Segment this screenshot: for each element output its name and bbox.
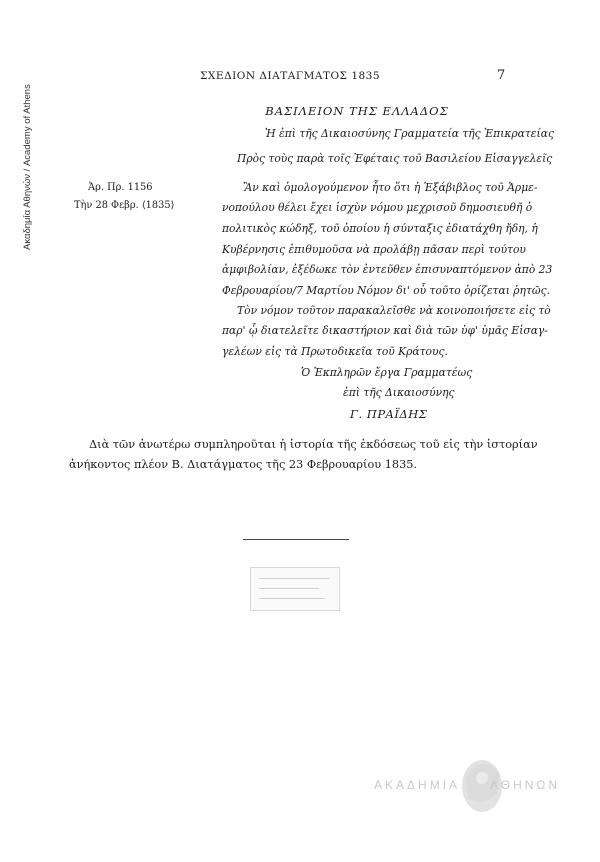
side-credit: Ακαδημία Αθηνών / Academy of Athens <box>22 84 33 250</box>
paragraph-1-line: ἀμφιβολίαν, ἐξέδωκε τὸν ἐντεῦθεν ἐπισυναπτόμενον ἀπὸ 23 <box>222 263 553 276</box>
signature-name: Γ. ΠΡΑΪΔΗΣ <box>350 407 428 421</box>
running-title: ΣΧΕΔΙΟΝ ΔΙΑΤΑΓΜΑΤΟΣ 1835 <box>200 70 381 82</box>
paragraph-1-line: Κυβέρνησις ἐπιθυμοῦσα νὰ προλάβῃ πᾶσαν περὶ τούτου <box>222 243 526 256</box>
paragraph-1-line: νοπούλου θέλει ἔχει ἰσχὺν νόμου μεχρισοῦ δημοσιευθῆ ὁ <box>222 201 533 214</box>
closing-paragraph-line: ἀνήκοντος πλέον Β. Διατάγματος τῆς 23 Φεβρουαρίου 1835. <box>69 458 418 471</box>
paragraph-1-line: Ἂν καὶ ὁμολογούμενον ἦτο ὅτι ἡ Ἑξάβιβλος τοῦ Ἀρμε- <box>243 181 538 194</box>
library-stamp <box>250 567 340 611</box>
page-number: 7 <box>497 68 506 83</box>
closing-paragraph-line: Διὰ τῶν ἀνωτέρω συμπληροῦται ἡ ἱστορία τῆς ἐκδόσεως τοῦ εἰς τὴν ἱστορίαν <box>89 438 538 451</box>
watermark-text-athens: ΑΘΗΝΩΝ <box>490 778 561 792</box>
margin-date: Τὴν 28 Φεβρ. ⟨1835⟩ <box>74 200 175 211</box>
signature-office: Ὁ Ἐκπληρῶν ἔργα Γραμματέως <box>301 366 473 379</box>
paragraph-1-line: Φεβρουαρίου/7 Μαρτίου Νόμον δι' οὗ τοῦτο ὁρίζεται ῥητῶς. <box>222 284 550 297</box>
paragraph-1-line: πολιτικὸς κώδηξ, τοῦ ὁποίου ἡ σύνταξις ἐδιατάχθη ἤδη, ἡ <box>222 222 538 235</box>
closing-rule <box>243 539 349 540</box>
running-head <box>0 70 600 88</box>
paragraph-2-line: παρ' ᾧ διατελεῖτε δικαστήριον καὶ διὰ τῶν ὑφ' ὑμᾶς Εἰσαγ- <box>222 324 548 337</box>
margin-protocol-number: Ἀρ. Πρ. 1156 <box>88 182 153 193</box>
kingdom-heading: ΒΑΣΙΛΕΙΟΝ ΤΗΣ ΕΛΛΑΔΟΣ <box>265 104 449 118</box>
signature-ministry: ἐπὶ τῆς Δικαιοσύνης <box>343 386 455 399</box>
paragraph-2-line: γελέων εἰς τὰ Πρωτοδικεῖα τοῦ Κράτους. <box>222 345 448 358</box>
letter-sender: Ἡ ἐπὶ τῆς Δικαιοσύνης Γραμματεία τῆς Ἐπικρατείας <box>265 127 554 140</box>
watermark-text-academy: ΑΚΑΔΗΜΙΑ <box>374 778 461 792</box>
paragraph-2-line: Τὸν νόμον τοῦτον παρακαλεῖσθε νὰ κοινοποιήσετε εἰς τὸ <box>237 304 551 317</box>
letter-recipient: Πρὸς τοὺς παρὰ τοῖς Ἐφέταις τοῦ Βασιλείου Εἰσαγγελεῖς <box>237 152 553 165</box>
